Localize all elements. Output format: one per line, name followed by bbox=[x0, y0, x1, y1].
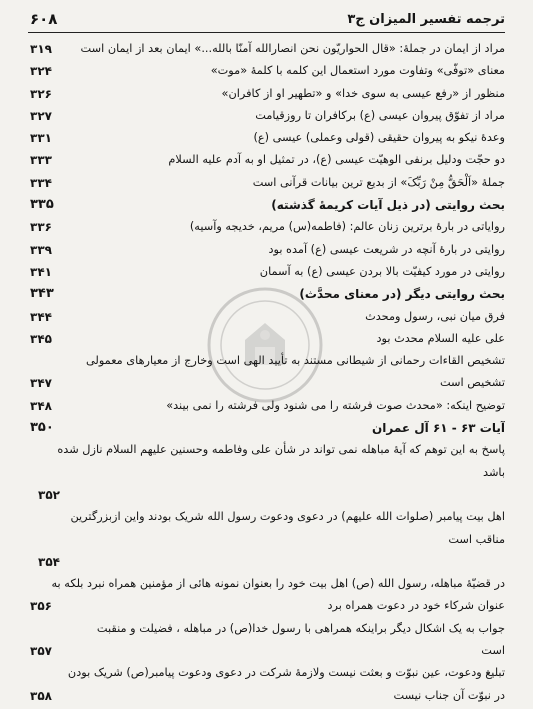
toc-page-number: ۳۵۲ bbox=[38, 487, 60, 502]
toc-entry: تشخیص است ۳۴۷ bbox=[30, 376, 505, 391]
toc-entry-text: پاسخ به این توهم که آیهٔ مباهله نمی تواند در شأن علی وفاطمه وحسنین علیهم السلام نازل شده bbox=[57, 443, 505, 457]
toc-entry: در نبوّت آن جناب نیست ۳۵۸ bbox=[30, 688, 505, 703]
toc-section-heading: آیات ۶۳ - ۶۱ آل عمران ۳۵۰ bbox=[30, 420, 505, 436]
toc-entry: فرق میان نبی، رسول ومحدث ۳۴۴ bbox=[30, 309, 505, 324]
toc-entry-text: باشد bbox=[483, 465, 505, 479]
toc-entry: مراد از ایمان در جملهٔ: «قال الحواریّون نحن انصارالله آمنّا بالله...» ایمان بعد از ایمان است ۳۱۹ bbox=[30, 42, 505, 56]
toc-entry: روایاتی در بارهٔ برترین زنان عالم: (فاطمه(س) مریم، خدیجه وآسیه) ۳۳۶ bbox=[30, 220, 505, 235]
toc-entry: دو حجّت ودلیل برنفی الوهیّت عیسی (ع)، در تمثیل او به آدم علیه السلام ۳۳۳ bbox=[30, 153, 505, 168]
toc-entry: توضیح اینکه: «محدث صوت فرشته را می شنود ولی فرشته را نمی بیند» ۳۴۸ bbox=[30, 398, 505, 413]
toc-entry: روایتی در بارهٔ آنچه در شریعت عیسی (ع) آمده بود ۳۳۹ bbox=[30, 242, 505, 257]
toc-subheading: بحث روایتی دیگر (در معنای محدَّث) ۳۴۳ bbox=[30, 286, 505, 302]
toc-entry-text: تبلیغ ودعوت، عین نبوّت و بعثت نیست ولازمهٔ شرکت در دعوی ودعوت پیامبر(ص) شریک بودن bbox=[67, 666, 505, 680]
toc-page-number: ۳۵۴ bbox=[38, 554, 60, 569]
toc-entry: منظور از «رفع عیسی به سوی خدا» و «تطهیر او از کافران» ۳۲۶ bbox=[30, 86, 505, 101]
page-number: ۶۰۸ bbox=[30, 10, 58, 28]
toc-entry-text: جواب به یک اشکال دیگر براینکه همراهی با رسول خدا(ص) در مباهله ، فضیلت و منقبت bbox=[96, 621, 505, 635]
toc-entry: معنای «توفّی» وتفاوت مورد استعمال این کلمه با کلمهٔ «موت» ۳۲۴ bbox=[30, 64, 505, 79]
toc-entry-text: مناقب است bbox=[448, 532, 505, 546]
page-header bbox=[30, 8, 505, 30]
toc-entry: جملهٔ «اَلْحَقُّ مِنْ رَبِّکَ» از بدیع ترین بیانات قرآنی است ۳۳۴ bbox=[30, 175, 505, 190]
toc-entry: مراد از تفوّق پیروان عیسی (ع) برکافران تا روزقیامت ۳۲۷ bbox=[30, 108, 505, 123]
toc-entry: علی علیه السلام محدث بود ۳۴۵ bbox=[30, 331, 505, 346]
header-rule bbox=[28, 32, 505, 33]
running-title: ترجمه تفسیر المیزان ج۳ bbox=[347, 11, 505, 27]
toc-entry-text: در قضیّهٔ مباهله، رسول الله (ص) اهل بیت خود را بعنوان نمونه هائی از مؤمنین همراه نبرد بلکه به bbox=[51, 577, 505, 591]
table-of-contents bbox=[28, 38, 505, 707]
toc-entry: عنوان شرکاء خود در دعوت همراه برد ۳۵۶ bbox=[30, 599, 505, 614]
toc-entry-text: اهل بیت پیامبر (صلوات الله علیهم) در دعوی ودعوت رسول الله شریک بودند واین ازبزرگترین bbox=[70, 510, 505, 524]
toc-entry: وعدهٔ نیکو به پیروان حقیقی (قولی وعملی) عیسی (ع) ۳۳۱ bbox=[30, 131, 505, 146]
toc-subheading: بحث روایتی (در ذیل آیات کریمهٔ گذشته) ۳۳۵ bbox=[30, 197, 505, 213]
toc-entry: است ۳۵۷ bbox=[30, 644, 505, 659]
toc-entry: روایتی در مورد کیفیّت بالا بردن عیسی (ع) به آسمان ۳۴۱ bbox=[30, 264, 505, 279]
toc-entry-text: تشخیص القاءات رحمانی از شیطانی مستند به تأیید الهی است وخارج از معیارهای معمولی bbox=[85, 354, 505, 368]
